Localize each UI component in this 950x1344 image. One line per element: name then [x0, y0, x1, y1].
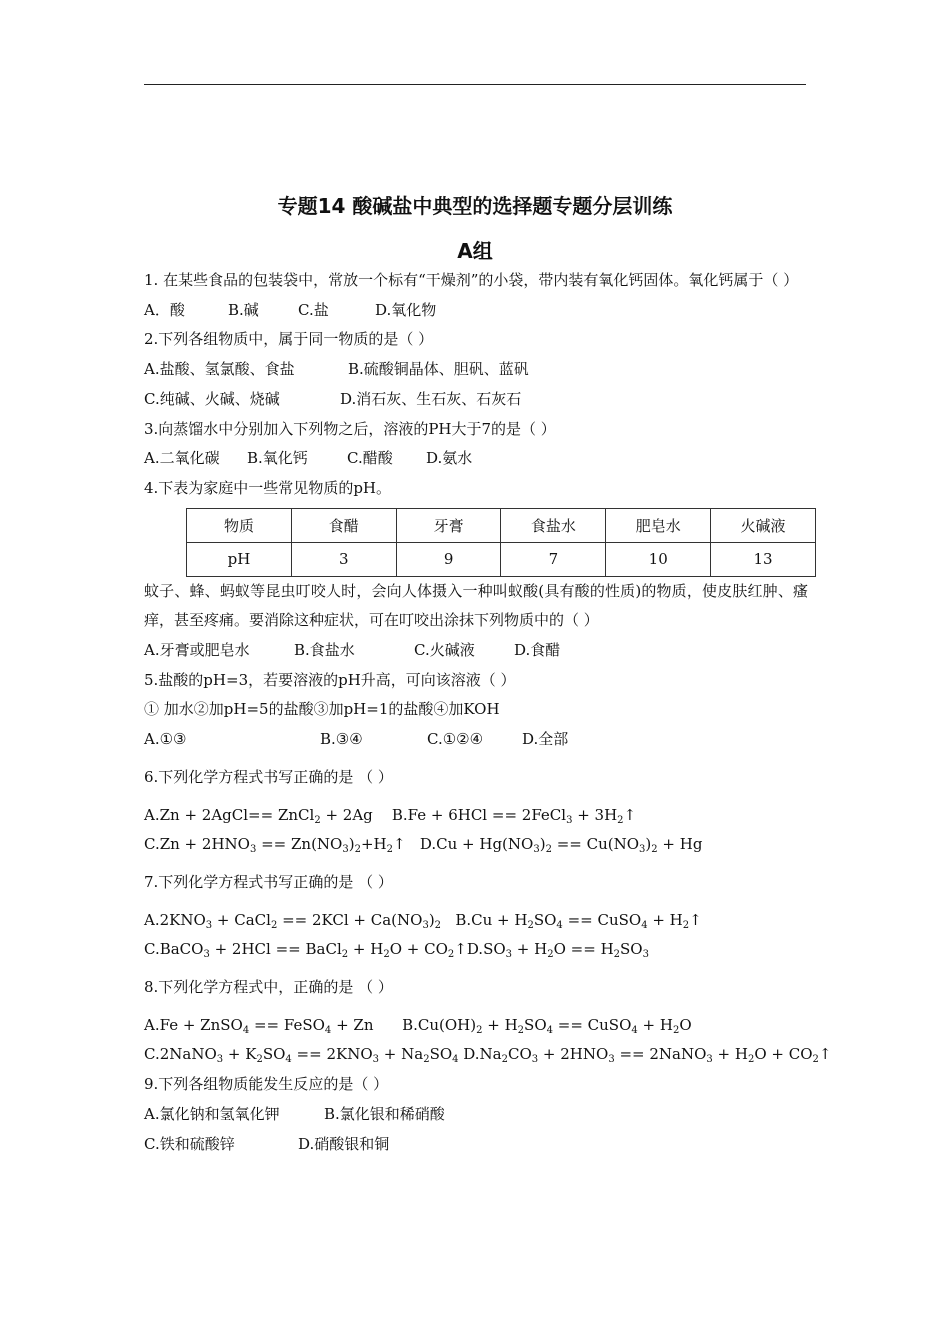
q9-options-row2 [144, 1130, 808, 1160]
q2-stem: 2.下列各组物质中，属于同一物质的是（ ） [144, 330, 434, 349]
q8-stem: 8.下列化学方程式中，正确的是 （ ） [144, 978, 393, 997]
q2-option-d: D.消石灰、生石灰、石灰石 [340, 389, 522, 408]
ph-table-cell: 9 [396, 542, 501, 576]
q4-option-d: D.食醋 [514, 641, 561, 660]
ph-table-cell: 火碱液 [711, 508, 816, 542]
q5-stem: 5.盐酸的pH=3，若要溶液的pH升高，可向该溶液（ ） [144, 670, 516, 689]
q2-options-row1 [144, 355, 808, 385]
q9-option-c: C.铁和硫酸锌 [144, 1134, 235, 1153]
q3-option-d: D.氨水 [426, 449, 473, 468]
ph-table-cell: pH [187, 542, 292, 576]
ph-table-cell: 肥皂水 [606, 508, 711, 542]
q6-options-row2: $C.Zn + 2HNO_3$ == $Zn(NO_3)_2+H_2↑$ $D.Cu + Hg(NO_3)_2 == Cu(NO_3)_2 + Hg$ [144, 835, 703, 856]
ph-table-header-row [187, 508, 816, 542]
q1-stem: 1. 在某些食品的包装袋中，常放一个标有“干燥剂”的小袋，带内装有氧化钙固体。氧化钙属于（ ） [144, 271, 799, 289]
q9-options-row1 [144, 1100, 808, 1130]
ph-table-cell: 7 [501, 542, 606, 576]
q5-option-c: C.①②④ [427, 730, 484, 749]
q4-option-b: B.食盐水 [294, 641, 355, 660]
q3-options [144, 444, 808, 474]
ph-table-cell: 10 [606, 542, 711, 576]
q9-option-a: A.氯化钠和氢氧化钾 [144, 1104, 280, 1123]
q1-option-b: B.碱 [228, 300, 259, 319]
q4-text: 蚊子、蜂、蚂蚁等昆虫叮咬人时，会向人体摄入一种叫蚁酸(具有酸的性质)的物质，使皮肤红肿、瘙痒，甚至疼痛。要消除这种症状，可在叮咬出涂抹下列物质中的（ ） [144, 581, 808, 630]
q3-stem: 3.向蒸馏水中分别加入下列物之后，溶液的PH大于7的是（ ） [144, 419, 556, 438]
q7-options-row2: C.BaCO$_3$ + 2HCl == BaCl$_2$ + $H_2O$ + $CO_2↑D.SO_3 + H_2O == H_2SO_3$ [144, 940, 649, 961]
q7-options-row1: $A.2KNO_3$ + CaCl$_2$ == $2KCl + Ca(NO_3)_2$ $B.Cu + H_2SO_4$ == CuSO$_4$ + $H_2↑$ [144, 910, 702, 931]
q1-options [144, 296, 808, 326]
ph-table-cell: 牙膏 [396, 508, 501, 542]
ph-table-value-row [187, 542, 816, 576]
ph-table [186, 508, 816, 577]
q3-option-a: A.二氧化碳 [144, 449, 220, 468]
q5-option-b: B.③④ [320, 730, 363, 749]
q5-option-a: A.①③ [144, 730, 187, 749]
q2-option-c: C.纯碱、火碱、烧碱 [144, 389, 280, 408]
q1-option-d: D.氧化物 [375, 300, 437, 319]
q2-option-a: A.盐酸、氢氯酸、食盐 [144, 360, 295, 379]
q9-stem: 9.下列各组物质能发生反应的是（ ） [144, 1075, 389, 1094]
q3-option-c: C.醋酸 [347, 449, 393, 468]
q4-options [144, 636, 808, 666]
document-title: 专题14 酸碱盐中典型的选择题专题分层训练 [277, 194, 673, 218]
q9-option-d: D.硝酸银和铜 [298, 1134, 390, 1153]
q8-options-row2: C.2NaNO$_3$ + $K_2SO_4 == 2KNO_3 + Na_2SO_4$ $D.Na_2CO_3 + 2HNO_3$ == 2NaNO$_3$ + $H_2O$ + $CO_2↑$ [144, 1045, 832, 1066]
q9-option-b: B.氯化银和稀硝酸 [324, 1104, 445, 1123]
q8-options-row1: A.Fe + ZnSO$_4$ == FeSO$_4$ + Zn $B.Cu(OH)_2 + H_2SO_4$ == CuSO$_4$ + $H_2O$ [144, 1015, 692, 1036]
q5-choices: ① 加水②加pH=5的盐酸③加pH=1的盐酸④加KOH [144, 700, 500, 719]
q1-option-a: A．酸 [144, 300, 185, 319]
ph-table-cell: 食盐水 [501, 508, 606, 542]
q3-option-b: B.氧化钙 [247, 449, 308, 468]
ph-table-cell: 3 [291, 542, 396, 576]
ph-table-cell: 物质 [187, 508, 292, 542]
q2-options-row2 [144, 385, 808, 415]
q4-stem: 4.下表为家庭中一些常见物质的pH。 [144, 478, 391, 497]
q5-options [144, 725, 808, 755]
question-list [144, 266, 832, 1159]
q1-option-c: C.盐 [298, 300, 329, 319]
ph-table-cell: 食醋 [291, 508, 396, 542]
ph-table-cell: 13 [711, 542, 816, 576]
q6-stem: 6.下列化学方程式书写正确的是 （ ） [144, 767, 393, 786]
q4-option-c: C.火碱液 [414, 641, 475, 660]
group-heading: A组 [457, 239, 493, 263]
header-rule [144, 84, 806, 85]
q5-option-d: D.全部 [522, 730, 569, 749]
q6-options-row1: A.Zn + 2AgCl== ZnCl$_2$ + 2Ag B.Fe + 6HCl == 2FeCl$_3$ + $3H_2↑$ [144, 805, 637, 826]
q2-option-b: B.硫酸铜晶体、胆矾、蓝矾 [348, 360, 529, 379]
q7-stem: 7.下列化学方程式书写正确的是 （ ） [144, 872, 393, 891]
q4-option-a: A.牙膏或肥皂水 [144, 641, 250, 660]
